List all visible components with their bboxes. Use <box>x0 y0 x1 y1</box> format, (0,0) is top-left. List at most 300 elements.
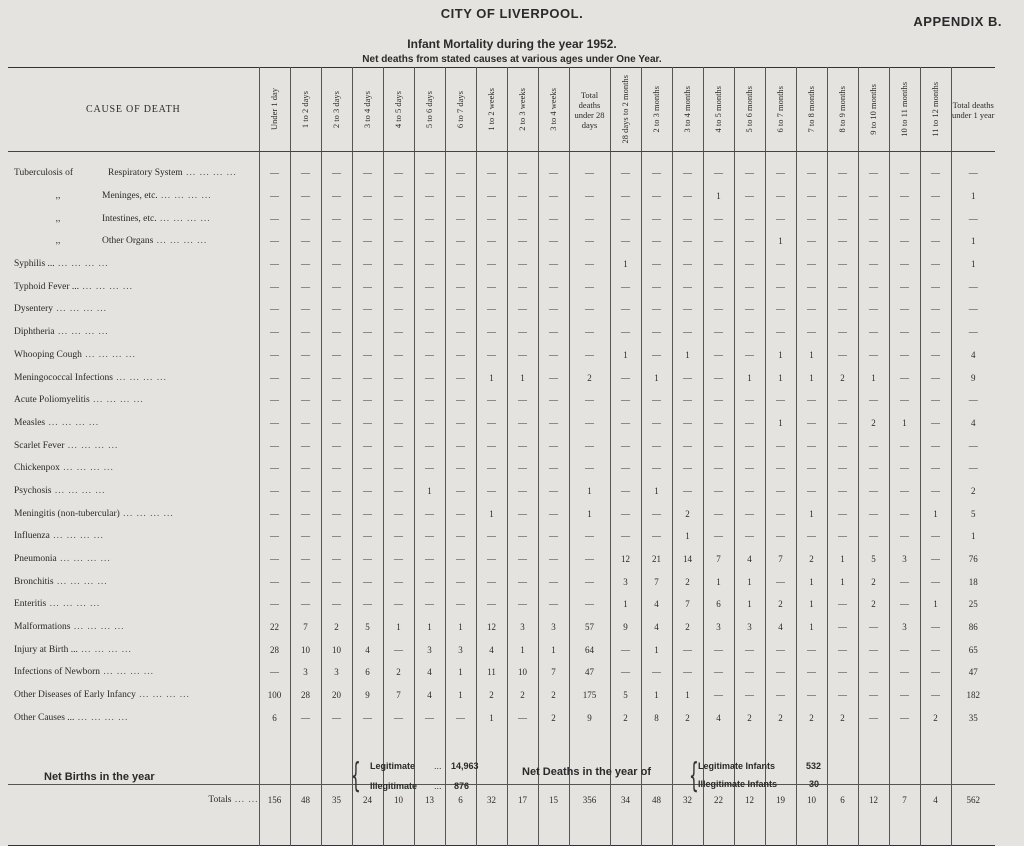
footer <box>0 757 1024 812</box>
table-cell: — <box>321 593 352 616</box>
net-births-label: Net Births in the year <box>44 771 155 783</box>
cause-prefix: ,, <box>55 213 61 224</box>
leader-dots: ... ... ... ... <box>81 349 136 360</box>
table-cell: — <box>765 570 796 593</box>
table-cell: — <box>507 570 538 593</box>
table-cell: — <box>734 457 765 480</box>
table-cell: — <box>569 253 610 276</box>
table-cell: 3 <box>889 548 920 571</box>
total-cell: 356 <box>569 785 610 816</box>
table-cell: — <box>920 457 951 480</box>
leader-dots: ... ... ... ... <box>74 712 129 723</box>
table-cell: — <box>290 570 321 593</box>
total-cell: 22 <box>703 785 734 816</box>
table-cell: — <box>445 230 476 253</box>
table-cell: 7 <box>383 684 414 707</box>
table-cell: — <box>445 275 476 298</box>
spacer-cell <box>610 815 641 846</box>
spacer-cell <box>445 815 476 846</box>
table-cell: — <box>259 570 290 593</box>
table-cell: 1 <box>827 570 858 593</box>
table-cell: — <box>765 298 796 321</box>
table-cell: — <box>610 480 641 503</box>
cause-cell <box>8 321 259 344</box>
table-cell: — <box>414 275 445 298</box>
table-cell: 8 <box>641 707 672 730</box>
table-cell: — <box>259 412 290 435</box>
table-cell: — <box>507 434 538 457</box>
table-cell: — <box>290 253 321 276</box>
table-cell: — <box>765 684 796 707</box>
total-cell: 12 <box>858 785 889 816</box>
spacer-cell <box>858 815 889 846</box>
table-cell: — <box>672 230 703 253</box>
table-cell: — <box>321 230 352 253</box>
table-row <box>8 275 995 298</box>
table-cell: — <box>858 298 889 321</box>
cause-label: Other Diseases of Early Infancy <box>14 690 136 701</box>
table-cell: — <box>765 525 796 548</box>
table-cell: — <box>383 230 414 253</box>
table-cell: 1 <box>796 366 827 389</box>
column-header-label: 10 to 11 months <box>899 82 909 137</box>
table-cell: — <box>290 548 321 571</box>
table-cell: — <box>538 230 569 253</box>
table-cell: — <box>672 321 703 344</box>
table-cell: 4 <box>352 638 383 661</box>
table-cell: — <box>796 230 827 253</box>
table-cell: — <box>569 344 610 367</box>
table-cell: — <box>476 412 507 435</box>
cause-cell <box>8 570 259 593</box>
table-cell: 1 <box>445 684 476 707</box>
table-cell: 4 <box>476 638 507 661</box>
table-cell: — <box>321 502 352 525</box>
table-cell: 86 <box>951 616 995 639</box>
table-cell: — <box>734 230 765 253</box>
table-cell: — <box>641 230 672 253</box>
table-cell: 1 <box>951 253 995 276</box>
table-cell: 1 <box>796 502 827 525</box>
spacer-row <box>8 152 995 163</box>
table-cell: 1 <box>414 480 445 503</box>
table-cell: 7 <box>765 548 796 571</box>
table-cell: — <box>476 525 507 548</box>
table-cell: — <box>352 548 383 571</box>
table-cell: 1 <box>641 366 672 389</box>
table-cell: — <box>827 638 858 661</box>
table-cell: — <box>827 207 858 230</box>
table-cell: 9 <box>610 616 641 639</box>
table-cell: — <box>445 412 476 435</box>
cause-cell <box>8 502 259 525</box>
cause-cell <box>8 525 259 548</box>
table-cell: — <box>259 389 290 412</box>
table-cell: — <box>734 684 765 707</box>
legitimate-label: Legitimate <box>370 761 416 771</box>
table-row <box>8 684 995 707</box>
total-cell: 48 <box>641 785 672 816</box>
table-cell: — <box>383 638 414 661</box>
table-cell: — <box>383 344 414 367</box>
table-cell: — <box>734 253 765 276</box>
column-header: Total deaths under 28 days <box>569 68 610 152</box>
table-row <box>8 457 995 480</box>
spacer-cell <box>672 152 703 163</box>
table-cell: — <box>703 457 734 480</box>
cause-label: Enteritis <box>14 599 47 610</box>
table-cell: — <box>672 298 703 321</box>
table-cell: — <box>383 548 414 571</box>
table-cell: — <box>641 525 672 548</box>
table-cell: — <box>352 253 383 276</box>
table-row <box>8 207 995 230</box>
legitimate-value: 14,963 <box>451 761 479 771</box>
table-cell: 1 <box>951 525 995 548</box>
spacer-cell <box>321 152 352 163</box>
table-row <box>8 570 995 593</box>
cause-cell <box>8 457 259 480</box>
cause-label: Scarlet Fever <box>14 440 65 451</box>
table-cell: — <box>290 275 321 298</box>
header-row <box>8 68 995 152</box>
table-cell: — <box>827 275 858 298</box>
table-cell: 5 <box>951 502 995 525</box>
cause-label: Typhoid Fever ... <box>14 281 80 292</box>
table-cell: — <box>765 661 796 684</box>
table-cell: 1 <box>507 366 538 389</box>
table-cell: — <box>641 162 672 185</box>
table-cell: — <box>827 502 858 525</box>
table-cell: — <box>858 207 889 230</box>
table-cell: — <box>920 162 951 185</box>
table-cell: — <box>610 230 641 253</box>
table-cell: — <box>414 230 445 253</box>
table-cell: — <box>383 593 414 616</box>
table-row <box>8 162 995 185</box>
table-cell: — <box>476 389 507 412</box>
cause-label: Injury at Birth ... <box>14 644 78 655</box>
column-header-label: Under 1 day <box>269 88 279 131</box>
table-cell: — <box>920 548 951 571</box>
table-cell: — <box>827 457 858 480</box>
table-cell: — <box>672 661 703 684</box>
table-cell: — <box>383 298 414 321</box>
table-cell: — <box>889 457 920 480</box>
table-cell: — <box>414 185 445 208</box>
table-cell: — <box>827 298 858 321</box>
table-cell: 25 <box>951 593 995 616</box>
table-cell: — <box>383 570 414 593</box>
table-cell: — <box>703 253 734 276</box>
table-cell: — <box>734 412 765 435</box>
illegitimate-infants-label: Illegitimate Infants <box>698 779 778 789</box>
total-cell: 34 <box>610 785 641 816</box>
table-cell: — <box>321 275 352 298</box>
spacer-cell <box>538 815 569 846</box>
table-cell: 1 <box>641 638 672 661</box>
table-cell: — <box>414 548 445 571</box>
table-cell: 64 <box>569 638 610 661</box>
table-cell: — <box>796 434 827 457</box>
table-cell: — <box>827 230 858 253</box>
cause-label: Respiratory System <box>108 168 183 179</box>
spacer-cell <box>476 152 507 163</box>
table-cell: — <box>889 389 920 412</box>
table-cell: — <box>703 344 734 367</box>
cause-cell <box>8 707 259 730</box>
table-cell: 18 <box>951 570 995 593</box>
column-header <box>827 68 858 152</box>
table-cell: — <box>796 412 827 435</box>
table-cell: — <box>734 480 765 503</box>
cause-label: Pneumonia <box>14 554 57 565</box>
table-cell: 1 <box>672 684 703 707</box>
table-cell: — <box>352 344 383 367</box>
table-cell: — <box>321 207 352 230</box>
column-header <box>352 68 383 152</box>
table-cell: — <box>889 275 920 298</box>
table-cell: — <box>858 344 889 367</box>
column-header <box>734 68 765 152</box>
table-cell: — <box>290 389 321 412</box>
table-cell: — <box>414 570 445 593</box>
cause-cell <box>8 434 259 457</box>
table-cell: 4 <box>414 661 445 684</box>
table-cell: — <box>476 321 507 344</box>
table-cell: 4 <box>641 593 672 616</box>
table-cell: — <box>951 298 995 321</box>
table-cell: 3 <box>734 616 765 639</box>
table-cell: — <box>445 570 476 593</box>
spacer-row <box>8 815 995 846</box>
table-cell: — <box>889 321 920 344</box>
table-cell: — <box>445 207 476 230</box>
table-cell: — <box>414 412 445 435</box>
total-cell: 12 <box>734 785 765 816</box>
net-deaths-label: Net Deaths in the year of <box>522 766 651 778</box>
total-cell: 156 <box>259 785 290 816</box>
table-cell: — <box>476 434 507 457</box>
table-cell: — <box>445 185 476 208</box>
table-cell: — <box>672 457 703 480</box>
page-subtitle: Infant Mortality during the year 1952. <box>407 37 617 51</box>
total-cell: 10 <box>383 785 414 816</box>
cause-cell <box>8 185 259 208</box>
table-cell: — <box>507 298 538 321</box>
spacer-cell <box>703 152 734 163</box>
table-cell: — <box>703 275 734 298</box>
table-cell: — <box>889 684 920 707</box>
table-cell: — <box>703 480 734 503</box>
table-cell: 2 <box>734 707 765 730</box>
table-cell: 1 <box>951 230 995 253</box>
total-cell: 32 <box>476 785 507 816</box>
spacer-cell <box>445 152 476 163</box>
table-cell: — <box>476 480 507 503</box>
table-cell: — <box>827 616 858 639</box>
table-cell: — <box>383 412 414 435</box>
table-cell: — <box>476 207 507 230</box>
total-cell: 10 <box>796 785 827 816</box>
table-cell: 1 <box>703 185 734 208</box>
table-cell: — <box>765 253 796 276</box>
table-cell: — <box>610 525 641 548</box>
total-cell: 32 <box>672 785 703 816</box>
table-cell: — <box>703 366 734 389</box>
table-cell: — <box>827 661 858 684</box>
cause-cell <box>8 162 259 185</box>
table-row <box>8 321 995 344</box>
table-cell: 21 <box>641 548 672 571</box>
table-cell: — <box>610 275 641 298</box>
table-cell: — <box>641 389 672 412</box>
table-cell: — <box>383 253 414 276</box>
table-cell: — <box>259 344 290 367</box>
cause-label: Dysentery <box>14 304 54 315</box>
table-cell: — <box>827 480 858 503</box>
table-cell: — <box>538 185 569 208</box>
column-header <box>610 68 641 152</box>
table-cell: — <box>796 525 827 548</box>
table-cell: 9 <box>569 707 610 730</box>
cause-label: Meningococcal Infections <box>14 372 113 383</box>
table-cell: — <box>445 366 476 389</box>
column-header <box>889 68 920 152</box>
table-cell: — <box>507 548 538 571</box>
column-header-label: 7 to 8 months <box>806 86 816 133</box>
table-cell: 3 <box>889 616 920 639</box>
table-cell: — <box>321 366 352 389</box>
table-cell: — <box>321 185 352 208</box>
cause-label: Acute Poliomyelitis <box>14 395 90 406</box>
table-cell: 2 <box>538 684 569 707</box>
table-cell: — <box>414 366 445 389</box>
cause-cell <box>8 661 259 684</box>
column-header <box>290 68 321 152</box>
table-cell: — <box>445 502 476 525</box>
table-cell: — <box>703 661 734 684</box>
table-cell: — <box>259 661 290 684</box>
table-cell: — <box>445 389 476 412</box>
table-cell: — <box>259 366 290 389</box>
table-cell: — <box>538 502 569 525</box>
table-cell: 22 <box>259 616 290 639</box>
table-cell: — <box>796 185 827 208</box>
table-cell: 1 <box>610 344 641 367</box>
table-cell: — <box>259 480 290 503</box>
table-cell: — <box>476 344 507 367</box>
table-cell: 1 <box>445 616 476 639</box>
spacer-cell <box>383 152 414 163</box>
table-cell: 1 <box>569 502 610 525</box>
table-cell: — <box>610 321 641 344</box>
spacer-cell <box>569 815 610 846</box>
table-cell: — <box>383 275 414 298</box>
spacer-cell <box>672 815 703 846</box>
table-cell: — <box>383 389 414 412</box>
table-cell: — <box>889 638 920 661</box>
table-cell: 11 <box>476 661 507 684</box>
table-cell: 1 <box>734 570 765 593</box>
column-header-label: 3 to 4 weeks <box>548 88 558 131</box>
leader-dots: ... ... ... ... <box>119 508 174 519</box>
table-cell: 4 <box>951 412 995 435</box>
spacer-cell <box>765 152 796 163</box>
table-cell: — <box>383 321 414 344</box>
leader-dots: ... ... ... ... <box>45 417 100 428</box>
table-cell: — <box>259 230 290 253</box>
table-cell: — <box>858 230 889 253</box>
table-cell: — <box>538 570 569 593</box>
table-cell: — <box>414 253 445 276</box>
table-cell: — <box>414 298 445 321</box>
table-cell: — <box>734 525 765 548</box>
leader-dots: ... ... <box>231 795 259 806</box>
table-cell: 1 <box>951 185 995 208</box>
table-row <box>8 366 995 389</box>
deaths-brace: { <box>688 756 699 796</box>
table-row <box>8 253 995 276</box>
table-cell: — <box>951 434 995 457</box>
table-cell: — <box>476 457 507 480</box>
table-cell: — <box>321 344 352 367</box>
table-cell: 5 <box>858 548 889 571</box>
table-cell: — <box>951 457 995 480</box>
table-cell: — <box>507 389 538 412</box>
table-cell: 35 <box>951 707 995 730</box>
table-cell: 3 <box>290 661 321 684</box>
table-cell: — <box>352 434 383 457</box>
table-cell: — <box>889 593 920 616</box>
table-cell: — <box>507 344 538 367</box>
table-cell: — <box>538 207 569 230</box>
table-cell: — <box>259 434 290 457</box>
legitimate-infants-value: 532 <box>806 761 822 771</box>
cause-prefix: Tuberculosis of <box>14 168 74 179</box>
table-cell: — <box>827 412 858 435</box>
column-header <box>383 68 414 152</box>
table-cell: 4 <box>641 616 672 639</box>
table-cell: — <box>641 275 672 298</box>
leader-dots: ... ... ... ... <box>70 622 125 633</box>
table-cell: — <box>703 230 734 253</box>
table-cell: 5 <box>352 616 383 639</box>
cause-prefix: ,, <box>55 191 61 202</box>
table-cell: — <box>672 434 703 457</box>
table-cell: 1 <box>858 366 889 389</box>
appendix-label: APPENDIX B. <box>913 14 1002 29</box>
column-header-label: 5 to 6 months <box>744 86 754 133</box>
table-cell: — <box>352 185 383 208</box>
table-cell: — <box>889 344 920 367</box>
table-cell: 3 <box>321 661 352 684</box>
table-cell: 2 <box>827 707 858 730</box>
cause-label: Meningitis (non-tubercular) <box>14 508 120 519</box>
table-cell: 20 <box>321 684 352 707</box>
table-cell: — <box>610 389 641 412</box>
table-cell: — <box>920 661 951 684</box>
column-header <box>414 68 445 152</box>
table-row <box>8 548 995 571</box>
cause-cell <box>8 344 259 367</box>
table-cell: — <box>827 684 858 707</box>
table-cell: 2 <box>827 366 858 389</box>
table-cell: — <box>507 525 538 548</box>
table-cell: — <box>641 412 672 435</box>
table-cell: — <box>827 344 858 367</box>
table-cell: 3 <box>414 638 445 661</box>
